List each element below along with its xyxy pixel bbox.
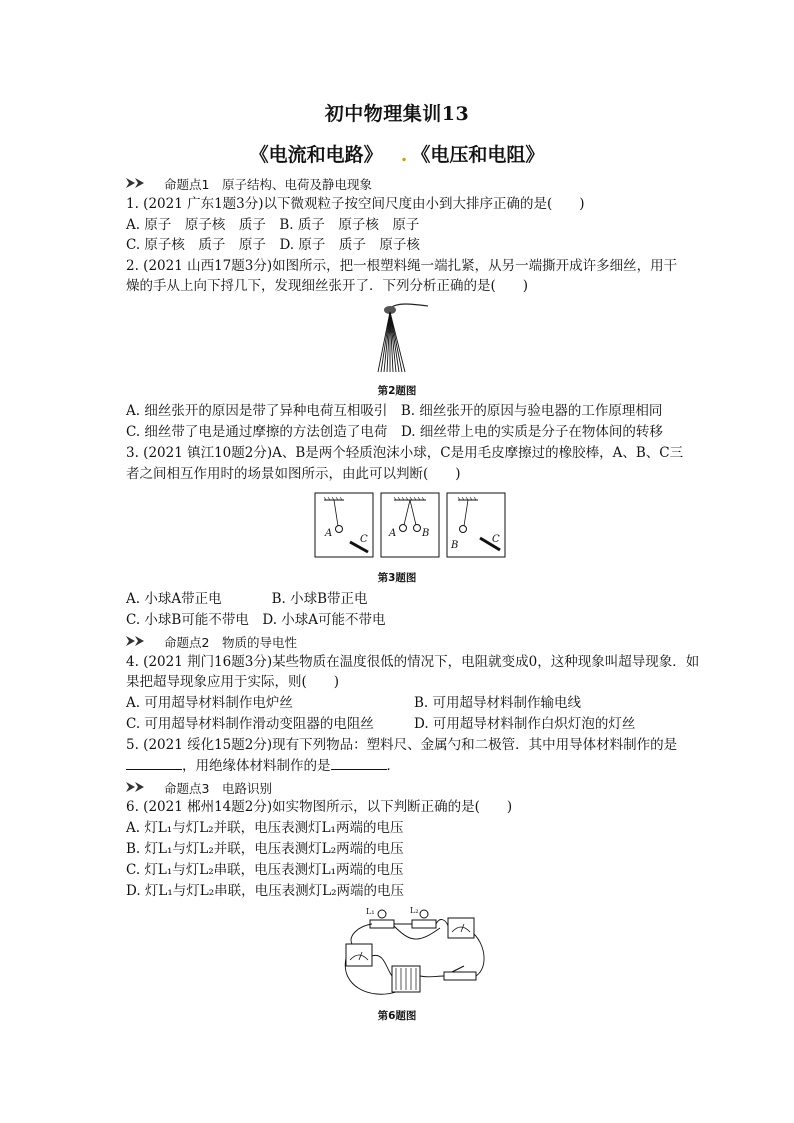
page-title: 初中物理集训13 [324,103,470,125]
q5-blank-2[interactable] [331,757,387,770]
q5-stem-1: 5. (2021 绥化15题2分)现有下列物品：塑料尺、金属勺和二极管．其中用导体材料制作的是 [126,737,678,753]
q4-option-a: A. 可用超导材料制作电炉丝 [126,695,293,711]
q1-options-cd [126,236,420,254]
q6-option-b: B. 灯L₁与灯L₂并联，电压表测灯L₂两端的电压 [126,841,404,857]
subtitle-left: 《电流和电路》 [249,144,383,166]
double-arrow-icon [126,781,152,796]
q2-option-d: D. 细丝带上电的实质是分子在物体间的转移 [400,424,663,440]
q3-caption: 第3题图 [377,572,417,584]
q3-label-c1: C [360,534,368,545]
q3-stem-1: 3. (2021 镇江10题2分)A、B是两个轻质泡沫小球，C是用毛皮摩擦过的橡胶棒，A、B、C三 [126,445,684,461]
q3-label-a1: A [325,528,333,539]
section-heading-1: 命题点1 原子结构、电荷及静电现象 [126,175,372,193]
q6-label-l2: L₂ [410,906,419,915]
q4-option-c: C. 可用超导材料制作滑动变阻器的电阻丝 [126,716,374,732]
q4-option-b: B. 可用超导材料制作输电线 [414,695,582,711]
q6-option-a: A. 灯L₁与灯L₂并联，电压表测灯L₁两端的电压 [126,820,404,836]
q2-option-a: A. 细丝张开的原因是带了异种电荷互相吸引 [126,403,388,419]
double-arrow-icon [126,177,152,192]
q3-options-cd [126,611,386,629]
q5-blank-1[interactable] [126,757,182,770]
q3-stem-2: 者之间相互作用时的场景如图所示，由此可以判断( ) [126,466,461,482]
section-heading-2: 命题点2 物质的导电性 [126,633,297,651]
q3-label-c3: C [492,534,500,545]
q2-option-b: B. 细丝张开的原因与验电器的工作原理相同 [400,403,663,419]
q3-label-b3: B [451,540,459,551]
double-arrow-icon [126,635,152,650]
q1-option-d: D. 原子 质子 原子核 [279,237,420,253]
q6-label-l1: L₁ [366,907,375,916]
q3-options-ab [126,590,368,608]
q3-option-c: C. 小球B可能不带电 [126,612,249,628]
q2-options-cd [126,423,663,441]
section-heading-3: 命题点3 电路识别 [126,779,272,797]
q1-option-c: C. 原子核 质子 原子 [126,237,266,253]
q3-option-d: D. 小球A可能不带电 [262,612,386,628]
q3-option-a: A. 小球A带正电 [126,591,222,607]
q5-stem-2: ，用绝缘体材料制作的是 ． [126,757,400,775]
q2-figure-string [368,300,438,374]
q2-option-c: C. 细丝带了电是通过摩擦的方法创造了电荷 [126,424,388,440]
q4-stem-1: 4. (2021 荆门16题3分)某些物质在温度很低的情况下，电阻就变成0，这种现象叫超导现象．如 [126,654,700,670]
subtitle-dot: . [400,144,408,166]
subtitle-right: 《电压和电阻》 [411,144,545,166]
q4-stem-2: 果把超导现象应用于实际，则( ) [126,674,340,690]
q1-options-ab [126,216,419,234]
q6-figure-circuit [340,906,492,1002]
q6-stem: 6. (2021 郴州14题2分)如实物图所示，以下判断正确的是( ) [126,799,513,815]
q4-option-d: D. 可用超导材料制作白炽灯泡的灯丝 [414,716,636,732]
q2-stem-1: 2. (2021 山西17题3分)如图所示，把一根塑料绳一端扎紧，从另一端撕开成许多细丝，用干 [126,258,678,274]
page-subtitle [0,140,794,167]
q1-stem: 1. (2021 广东1题3分)以下微观粒子按空间尺度由小到大排序正确的是( ) [126,196,585,212]
q2-stem-2: 燥的手从上向下捋几下，发现细丝张开了．下列分析正确的是( ) [126,278,529,294]
q2-caption: 第2题图 [377,385,417,397]
q1-option-b: B. 质子 原子核 原子 [279,217,420,233]
q6-caption: 第6题图 [377,1010,417,1022]
q3-option-b: B. 小球B带正电 [271,591,368,607]
q6-option-c: C. 灯L₁与灯L₂串联，电压表测灯L₁两端的电压 [126,862,404,878]
q6-option-d: D. 灯L₁与灯L₂串联，电压表测灯L₂两端的电压 [126,883,405,899]
q3-figure-frames [314,492,506,558]
q3-label-a2: A [389,528,397,539]
q2-options-ab [126,402,662,420]
q3-label-b2: B [422,528,430,539]
q1-option-a: A. 原子 原子核 质子 [126,217,266,233]
